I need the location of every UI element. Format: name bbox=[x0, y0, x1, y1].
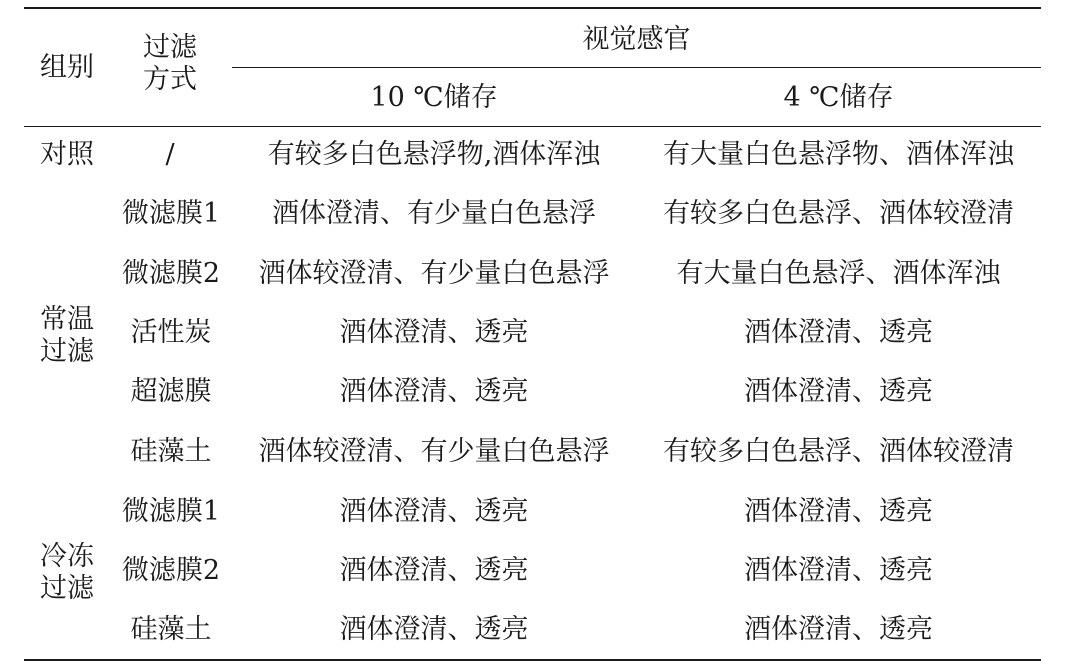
row-8-10c: 酒体澄清、透亮 bbox=[339, 555, 529, 586]
row-6-method: 硅藻土 bbox=[130, 436, 212, 467]
header-bottom-rule bbox=[24, 126, 1041, 127]
row-4-4c: 酒体澄清、透亮 bbox=[744, 317, 933, 348]
row-1-10c: 有较多白色悬浮物,酒体浑浊 bbox=[267, 139, 601, 170]
row-7-4c: 酒体澄清、透亮 bbox=[744, 496, 933, 527]
row-1-method: / bbox=[165, 139, 175, 170]
row-8-method: 微滤膜2 bbox=[121, 555, 221, 586]
row-9-10c: 酒体澄清、透亮 bbox=[339, 614, 529, 645]
header-col-4c: 4 ℃储存 bbox=[783, 82, 894, 113]
header-col-10c: 10 ℃储存 bbox=[370, 82, 498, 113]
row-5-method: 超滤膜 bbox=[130, 376, 212, 407]
row-3-10c: 酒体较澄清、有少量白色悬浮 bbox=[258, 258, 610, 289]
row-7-10c: 酒体澄清、透亮 bbox=[339, 496, 529, 527]
header-method-line1: 过滤 bbox=[143, 32, 197, 63]
header-method bbox=[132, 32, 208, 96]
header-group: 组别 bbox=[40, 52, 94, 83]
row-3-method: 微滤膜2 bbox=[121, 258, 221, 289]
row-1-4c: 有大量白色悬浮物、酒体浑浊 bbox=[663, 139, 1014, 170]
header-method-line2: 方式 bbox=[143, 64, 197, 95]
header-sensory: 视觉感官 bbox=[582, 24, 691, 55]
row-2-10c: 酒体澄清、有少量白色悬浮 bbox=[272, 198, 596, 229]
row-5-4c: 酒体澄清、透亮 bbox=[744, 376, 933, 407]
group-frozen: 冷冻 过滤 bbox=[40, 541, 94, 604]
row-6-4c: 有较多白色悬浮、酒体较澄清 bbox=[663, 436, 1014, 467]
row-7-method: 微滤膜1 bbox=[121, 496, 221, 527]
row-8-4c: 酒体澄清、透亮 bbox=[744, 555, 933, 586]
header-sub-rule bbox=[232, 67, 1041, 68]
row-9-4c: 酒体澄清、透亮 bbox=[744, 614, 933, 645]
row-2-4c: 有较多白色悬浮、酒体较澄清 bbox=[663, 198, 1014, 229]
row-2-method: 微滤膜1 bbox=[121, 198, 221, 229]
group-room-temperature: 常温 过滤 bbox=[40, 304, 94, 367]
top-rule bbox=[24, 7, 1041, 9]
row-9-method: 硅藻土 bbox=[130, 614, 212, 645]
group-control: 对照 bbox=[40, 139, 94, 170]
row-4-10c: 酒体澄清、透亮 bbox=[339, 317, 529, 348]
bottom-rule bbox=[24, 659, 1041, 661]
row-5-10c: 酒体澄清、透亮 bbox=[339, 376, 529, 407]
row-4-method: 活性炭 bbox=[130, 317, 212, 348]
row-3-4c: 有大量白色悬浮、酒体浑浊 bbox=[676, 258, 1001, 289]
row-6-10c: 酒体较澄清、有少量白色悬浮 bbox=[258, 436, 610, 467]
